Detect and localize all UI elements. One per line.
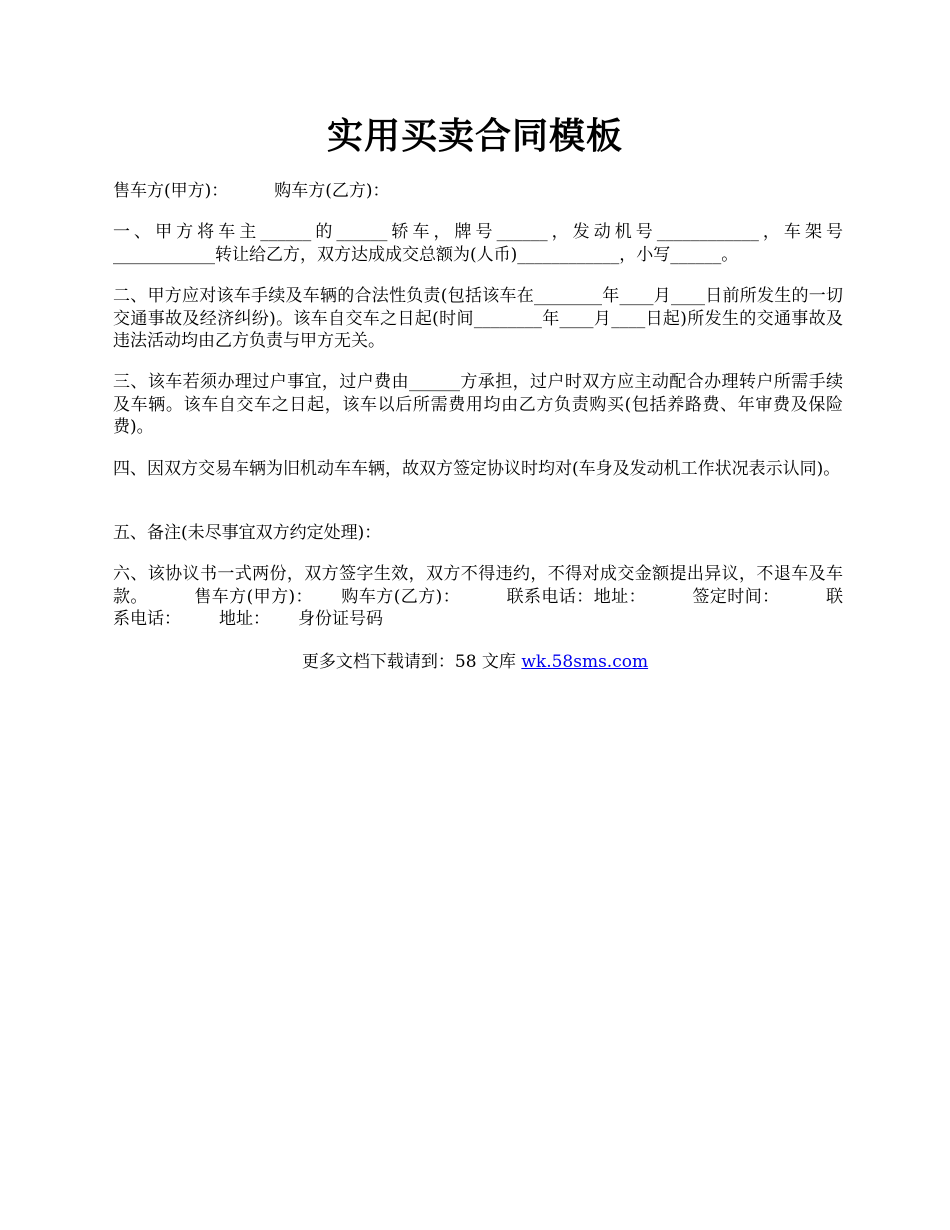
clause-5: 五、备注(未尽事宜双方约定处理)： <box>113 523 382 543</box>
clause-1: 一、甲方将车主______的______轿车，牌号______，发动机号____________，车架号____________转让给乙方，双方达成成交总额为(人币)____________，小写______。 <box>113 222 843 265</box>
clause-6-id-number: 身份证号码 <box>298 609 383 629</box>
download-footer <box>0 651 950 674</box>
document-title: 实用买卖合同模板 <box>326 115 623 157</box>
clause-6-seller: 售车方(甲方)： <box>193 586 313 607</box>
footer-link[interactable]: wk.58sms.com <box>521 652 649 672</box>
clause-6-address-2: 地址： <box>219 609 270 629</box>
clause-6 <box>113 563 843 631</box>
clause-6-sign-time: 签定时间： <box>692 586 780 607</box>
footer-text: 更多文档下载请到：58 文库 <box>301 652 522 672</box>
seller-label: 售车方(甲方)： <box>113 181 229 201</box>
buyer-label: 购车方(乙方)： <box>274 181 390 201</box>
clause-6-address-1: 地址： <box>593 586 647 607</box>
clause-2: 二、甲方应对该车手续及车辆的合法性负责(包括该车在________年____月____日前所发生的一切交通事故及经济纠纷)。该车自交车之日起(时间________年____月____日起)所发生的交通事故及违法活动均由乙方负责与甲方无关。 <box>113 286 843 351</box>
clause-6-text: 六、该协议书一式两份，双方签字生效，双方不得违约，不得对成交金额提出异议，不退车及车款。 <box>113 564 843 607</box>
clause-6-buyer: 购车方(乙方)： <box>341 586 461 607</box>
clause-6-phone-2: 联系电话： <box>113 586 844 629</box>
clause-3: 三、该车若须办理过户事宜，过户费由______方承担，过户时双方应主动配合办理转户所需手续及车辆。该车自交车之日起，该车以后所需费用均由乙方负责购买(包括养路费、年审费及保险费)。 <box>113 372 843 437</box>
clause-6-phone-1: 联系电话： <box>506 586 594 607</box>
parties-line <box>113 180 843 203</box>
clause-4: 四、因双方交易车辆为旧机动车车辆，故双方签定协议时均对(车身及发动机工作状况表示认同)。 <box>113 459 841 479</box>
